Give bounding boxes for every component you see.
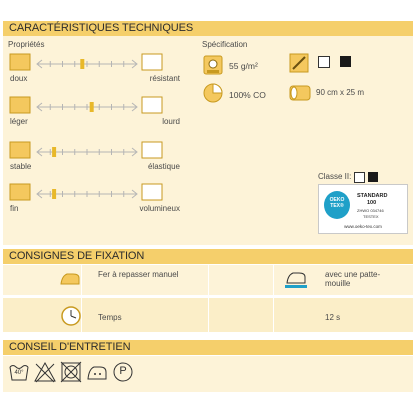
slider-marker [80, 59, 84, 69]
wash-temp: 40° [14, 370, 24, 376]
iron-two-dots-icon [86, 361, 108, 383]
property-left-label: doux [10, 74, 28, 83]
slider-marker [52, 189, 56, 199]
spec-size: 90 cm x 25 m [316, 88, 365, 97]
oeko-tex-label [318, 184, 408, 234]
fixation-time-label: Temps [98, 313, 122, 322]
tech-section-header: CARACTÉRISTIQUES TECHNIQUES [3, 21, 413, 36]
fixation-cloth-text: avec une patte-mouille [325, 270, 381, 288]
weight-icon [140, 95, 164, 115]
specification-heading: Spécification [202, 40, 248, 49]
care-section-header: CONSEIL D'ENTRETIEN [3, 340, 413, 355]
oeko-number: 100 [367, 200, 377, 206]
property-slider [34, 101, 140, 113]
oeko-url: www.oeko-tex.com [344, 224, 382, 229]
slider-marker [52, 147, 56, 157]
feather-soft-icon [8, 52, 32, 72]
property-right-label: élastique [147, 162, 180, 171]
property-left-label: léger [10, 117, 28, 126]
slider-marker [90, 102, 94, 112]
fixation-section-header: CONSIGNES DE FIXATION [3, 249, 413, 264]
thin-fabric-icon [8, 182, 32, 202]
no-tumble-dry-icon [60, 361, 82, 383]
class-swatch-white [354, 172, 365, 183]
oeko-logo-text: OEKO TEX® [329, 197, 345, 209]
class-label: Classe II: [318, 172, 352, 181]
property-right-label: lourd [162, 117, 180, 126]
properties-heading: Propriétés [8, 40, 45, 49]
scale-icon [202, 54, 224, 76]
pencil-icon [288, 52, 310, 74]
iron-icon [58, 270, 82, 288]
property-slider [34, 58, 140, 70]
no-bleach-icon [34, 361, 56, 383]
property-left-label: fin [10, 204, 19, 213]
property-right-label: volumineux [139, 204, 180, 213]
fabric-roll-icon [288, 82, 312, 104]
color-swatch-white [318, 56, 330, 68]
stable-fabric-icon [8, 140, 32, 160]
strength-arrow-icon [140, 52, 164, 72]
property-right-label: résistant [149, 74, 180, 83]
property-slider [34, 188, 140, 200]
property-slider [34, 146, 140, 158]
dry-clean-letter: P [119, 365, 127, 377]
stretch-fabric-icon [140, 140, 164, 160]
clock-icon [60, 305, 82, 327]
bulky-fabric-icon [140, 182, 164, 202]
leaf-icon [8, 95, 32, 115]
property-left-label: stable [10, 162, 32, 171]
fixation-iron-text: Fer à repasser manuel [98, 270, 179, 279]
oeko-sub: TESTEX [363, 214, 379, 219]
spec-composition: 100% CO [229, 90, 266, 100]
composition-pie-icon [202, 82, 224, 104]
spec-weight: 55 g/m² [229, 61, 258, 71]
fixation-time-value: 12 s [325, 313, 341, 322]
class-swatch-black [368, 172, 378, 182]
iron-cloth-icon [284, 270, 308, 290]
color-swatch-black [340, 56, 351, 67]
oeko-code: ZHWO 034746 [357, 208, 384, 213]
oeko-standard: STANDARD [357, 193, 388, 199]
